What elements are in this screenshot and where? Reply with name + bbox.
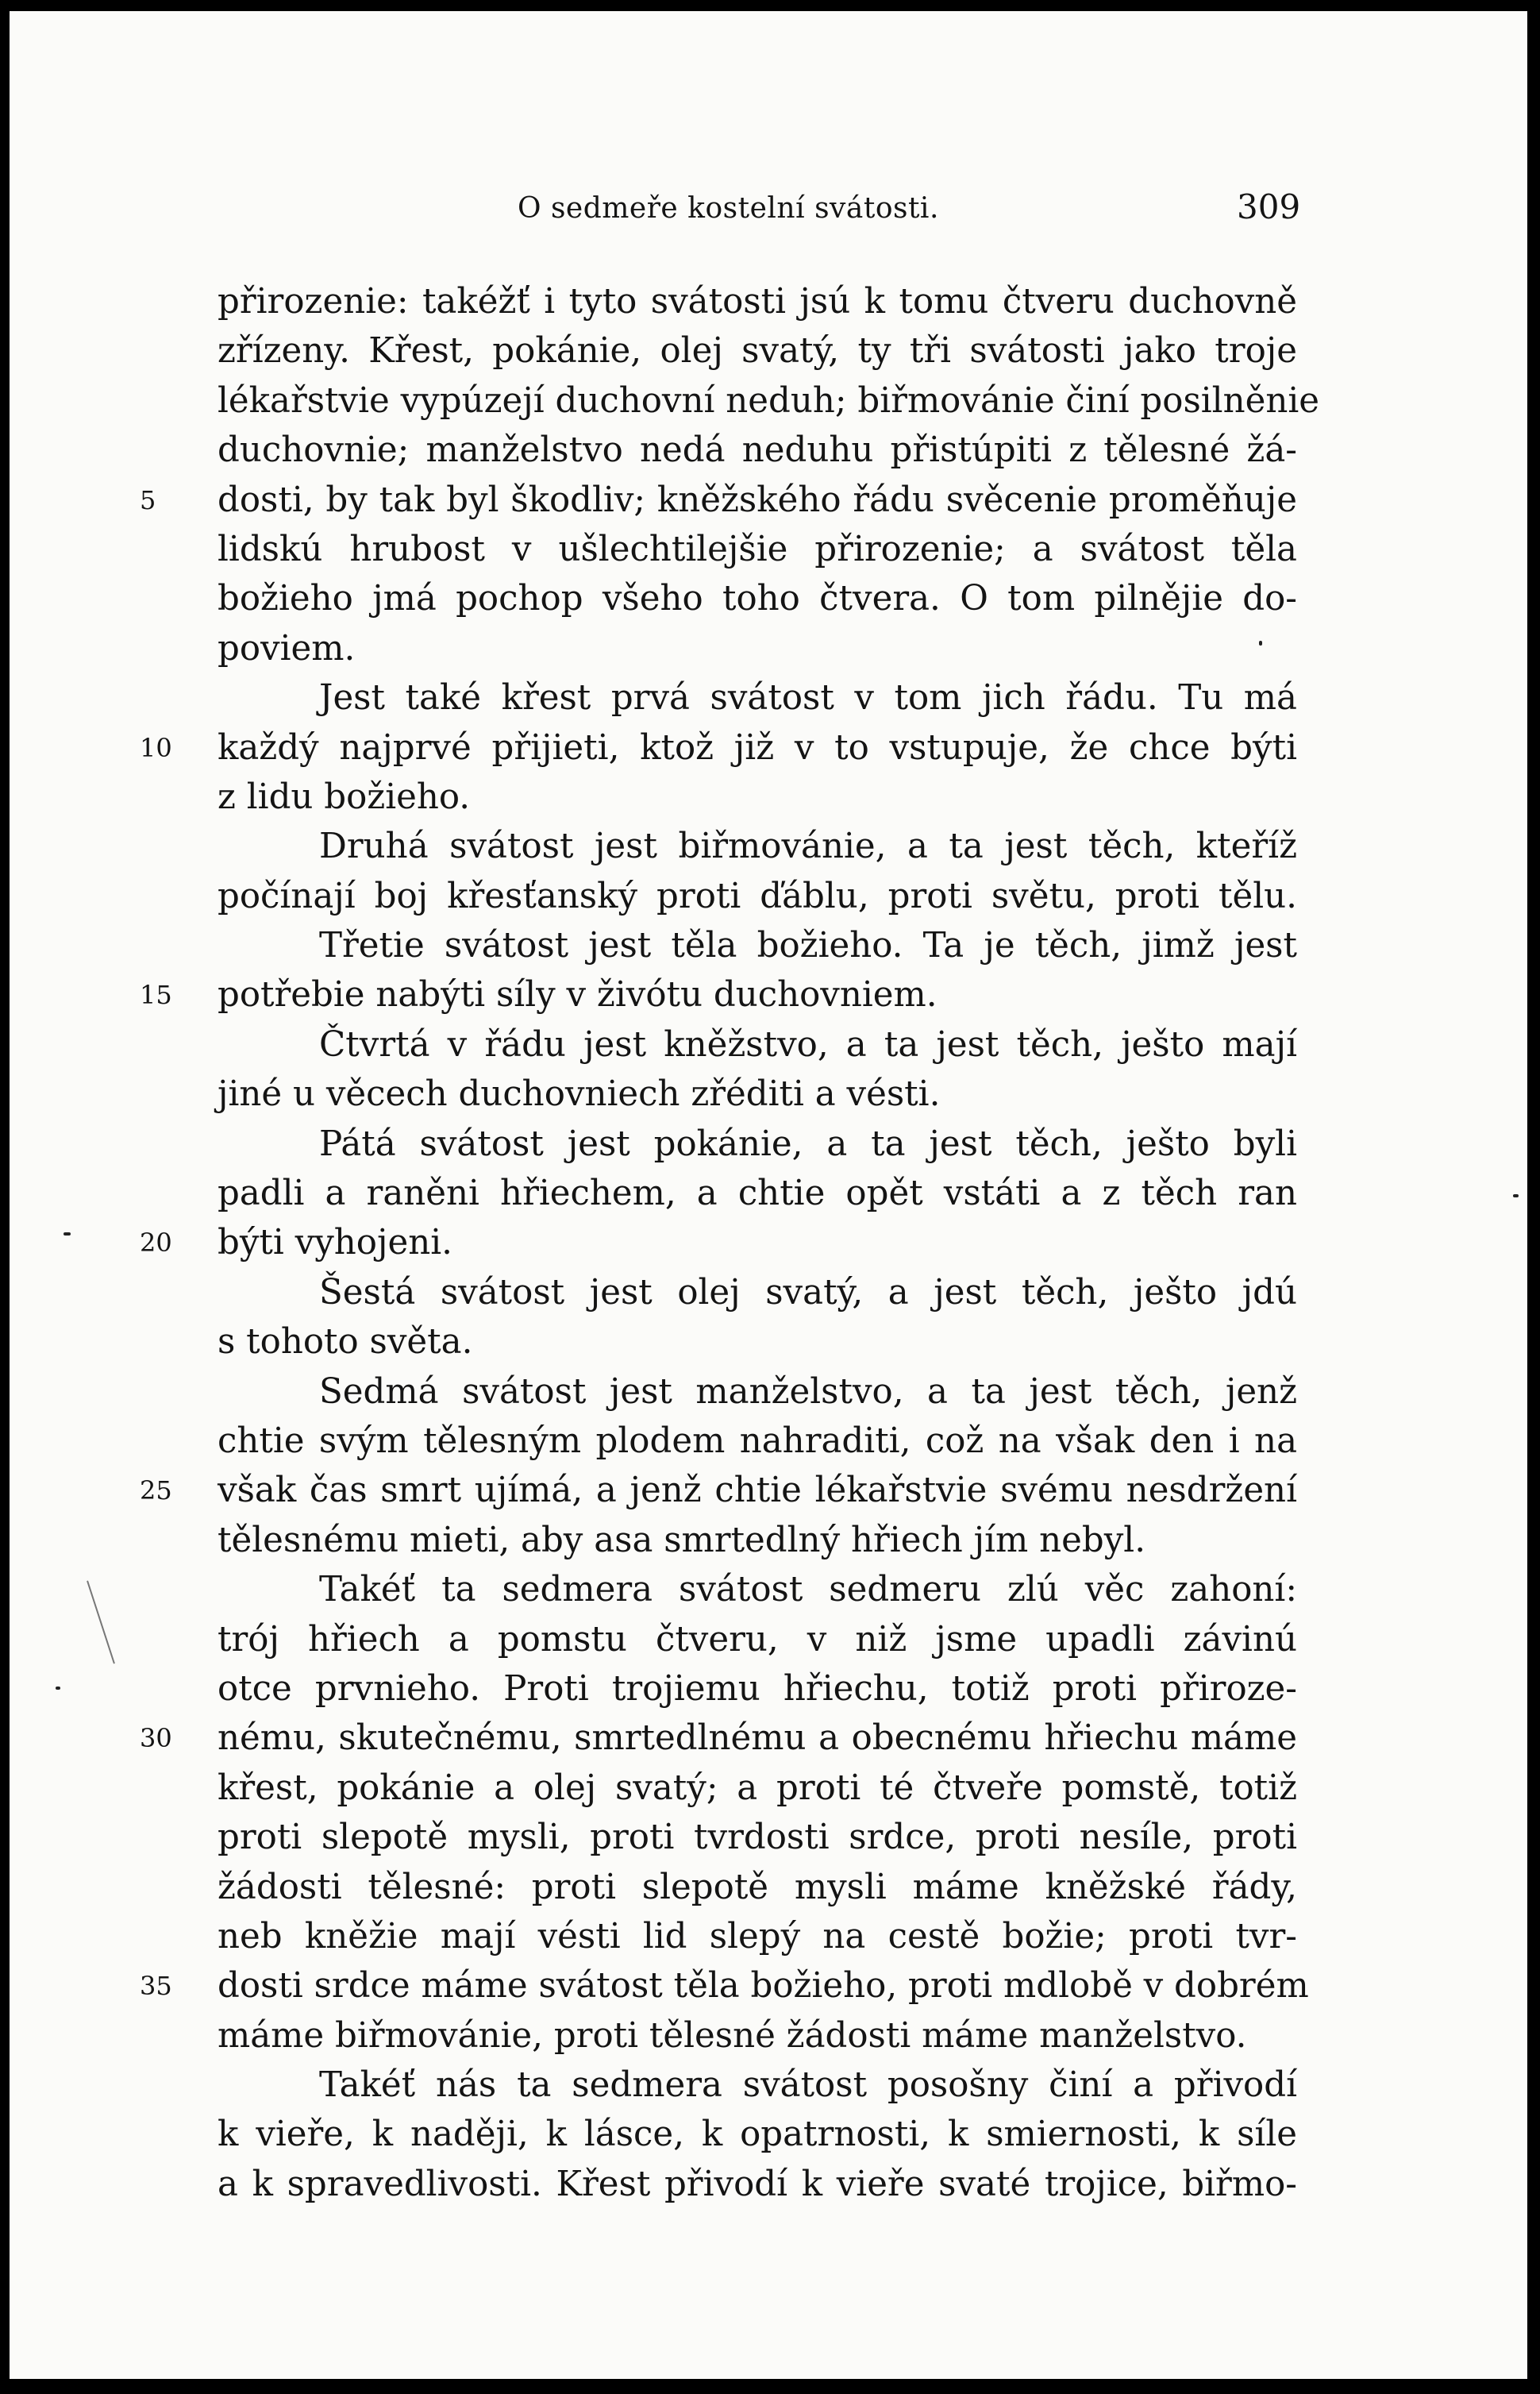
text-line [218, 673, 1297, 723]
line-text: tělesnému mieti, aby asa smrtedlný hřiech jím nebyl. [218, 1520, 1146, 1560]
line-number: 20 [140, 1228, 172, 1259]
text-line [140, 1466, 1297, 1515]
text-line [140, 970, 1297, 1020]
text-line [218, 1813, 1297, 1862]
line-text: křest, pokánie a olej svatý; a proti té čtveře pomstě, totiž [218, 1768, 1297, 1808]
running-title: O sedmeře kostelní svátosti. [518, 192, 939, 225]
scan-scratch [87, 1580, 115, 1663]
line-text: potřebie nabýti síly v živótu duchovniem. [218, 975, 937, 1016]
scan-speck [64, 1232, 71, 1236]
text-line [218, 326, 1297, 376]
text-line [218, 525, 1297, 574]
line-text: každý najprvé přijieti, ktož již v to vstupuje, že chce býti [218, 727, 1297, 768]
text-line [218, 574, 1297, 623]
line-text: lékařstvie vypúzejí duchovní neduh; biřmovánie činí posilněnie [218, 380, 1320, 421]
line-text: Pátá svátost jest pokánie, a ta jest těch, ješto byli [319, 1124, 1297, 1164]
text-line [140, 476, 1297, 525]
text-line [140, 1714, 1297, 1763]
scan-speck [1259, 641, 1262, 646]
line-text: Druhá svátost jest biřmovánie, a ta jest těch, kteříž [319, 827, 1297, 867]
line-text: máme biřmovánie, proti tělesné žádosti máme manželstvo. [218, 2015, 1247, 2056]
text-line [218, 1268, 1297, 1317]
line-text: dosti, by tak byl škodliv; kněžského řádu svěcenie proměňuje [218, 480, 1297, 520]
line-text: žádosti tělesné: proti slepotě mysli máme kněžské řády, [218, 1867, 1297, 1907]
text-line [218, 1020, 1297, 1070]
line-text: z lidu božieho. [218, 777, 471, 817]
text-line [218, 1764, 1297, 1813]
text-line [218, 426, 1297, 475]
scan-speck [1513, 1194, 1519, 1197]
line-text: Třetie svátost jest těla božieho. Ta je těch, jimž jest [319, 926, 1297, 966]
text-line [218, 1863, 1297, 1912]
line-text: Takéť ta sedmera svátost sedmeru zlú věc zahoní: [319, 1570, 1297, 1610]
text-line [218, 624, 1297, 673]
line-text: duchovnie; manželstvo nedá neduhu přistúpiti z tělesné žá- [218, 430, 1297, 471]
text-line [218, 1417, 1297, 1466]
line-text: nému, skutečnému, smrtedlnému a obecnému hřiechu máme [218, 1718, 1297, 1759]
line-text: Sedmá svátost jest manželstvo, a ta jest těch, jenž [319, 1371, 1297, 1412]
text-line [218, 872, 1297, 921]
line-text: poviem. [218, 628, 356, 669]
text-line [218, 1120, 1297, 1169]
line-text: otce prvnieho. Proti trojiemu hřiechu, totiž proti přiroze- [218, 1668, 1297, 1709]
line-text: k vieře, k naději, k lásce, k opatrnosti, k smiernosti, k síle [218, 2115, 1297, 2155]
line-text: a k spravedlivosti. Křest přivodí k vieře svaté trojice, biřmo- [218, 2164, 1297, 2204]
text-line [140, 723, 1297, 773]
text-line [218, 2011, 1297, 2061]
text-line [218, 921, 1297, 970]
text-line [218, 1565, 1297, 1614]
line-number: 15 [140, 980, 172, 1011]
text-line [218, 2061, 1297, 2110]
book-page [10, 11, 1527, 2379]
line-number: 30 [140, 1723, 172, 1754]
text-line [218, 1070, 1297, 1119]
text-line [218, 2110, 1297, 2159]
line-text: božieho jmá pochop všeho toho čtvera. O tom pilnějie do- [218, 579, 1297, 619]
page-header [10, 186, 1527, 249]
line-text: Takéť nás ta sedmera svátost posošny činí a přivodí [319, 2065, 1297, 2106]
line-text: býti vyhojeni. [218, 1223, 452, 1263]
text-line [140, 1961, 1309, 2010]
text-line [218, 277, 1297, 326]
text-line [218, 1317, 1297, 1367]
line-text: s tohoto světa. [218, 1322, 473, 1363]
line-number: 25 [140, 1475, 172, 1506]
line-number: 35 [140, 1971, 172, 2002]
line-text: však čas smrt ujímá, a jenž chtie lékařstvie svému nesdržení [218, 1471, 1297, 1511]
line-number: 10 [140, 732, 172, 763]
line-text: padli a raněni hřiechem, a chtie opět vstáti a z těch ran [218, 1174, 1297, 1214]
line-text: přirozenie: takéžť i tyto svátosti jsú k tomu čtveru duchovně [218, 282, 1297, 322]
text-line [218, 1169, 1297, 1218]
text-line [218, 376, 1320, 426]
line-text: chtie svým tělesným plodem nahraditi, což na však den i na [218, 1421, 1297, 1461]
line-number: 5 [140, 484, 156, 515]
text-line [218, 1516, 1297, 1565]
text-line [218, 822, 1297, 871]
body-text [140, 277, 1320, 2209]
line-text: lidskú hrubost v ušlechtilejšie přirozenie; a svátost těla [218, 529, 1297, 569]
line-text: jiné u věcech duchovniech zřéditi a vésti. [218, 1074, 941, 1115]
line-text: trój hřiech a pomstu čtveru, v niž jsme upadli závinú [218, 1619, 1297, 1660]
text-line [218, 773, 1297, 822]
line-text: neb kněžie mají vésti lid slepý na cestě božie; proti tvr- [218, 1916, 1297, 1956]
text-line [218, 1912, 1297, 1961]
line-text: zřízeny. Křest, pokánie, olej svatý, ty tři svátosti jako troje [218, 331, 1297, 372]
text-line [218, 1367, 1297, 1417]
page-number: 309 [1237, 187, 1301, 226]
line-text: dosti srdce máme svátost těla božieho, proti mdlobě v dobrém [218, 1966, 1309, 2007]
text-line [218, 1615, 1297, 1664]
text-line [218, 1664, 1297, 1714]
text-line [218, 2160, 1297, 2209]
line-text: Šestá svátost jest olej svatý, a jest těch, ješto jdú [319, 1272, 1297, 1313]
scan-speck [56, 1687, 60, 1690]
text-line [140, 1218, 1297, 1267]
line-text: Jest také křest prvá svátost v tom jich řádu. Tu má [319, 678, 1297, 719]
line-text: proti slepotě mysli, proti tvrdosti srdce, proti nesíle, proti [218, 1818, 1297, 1858]
line-text: počínají boj křesťanský proti ďáblu, proti světu, proti tělu. [218, 876, 1297, 916]
line-text: Čtvrtá v řádu jest kněžstvo, a ta jest těch, ješto mají [319, 1024, 1297, 1065]
